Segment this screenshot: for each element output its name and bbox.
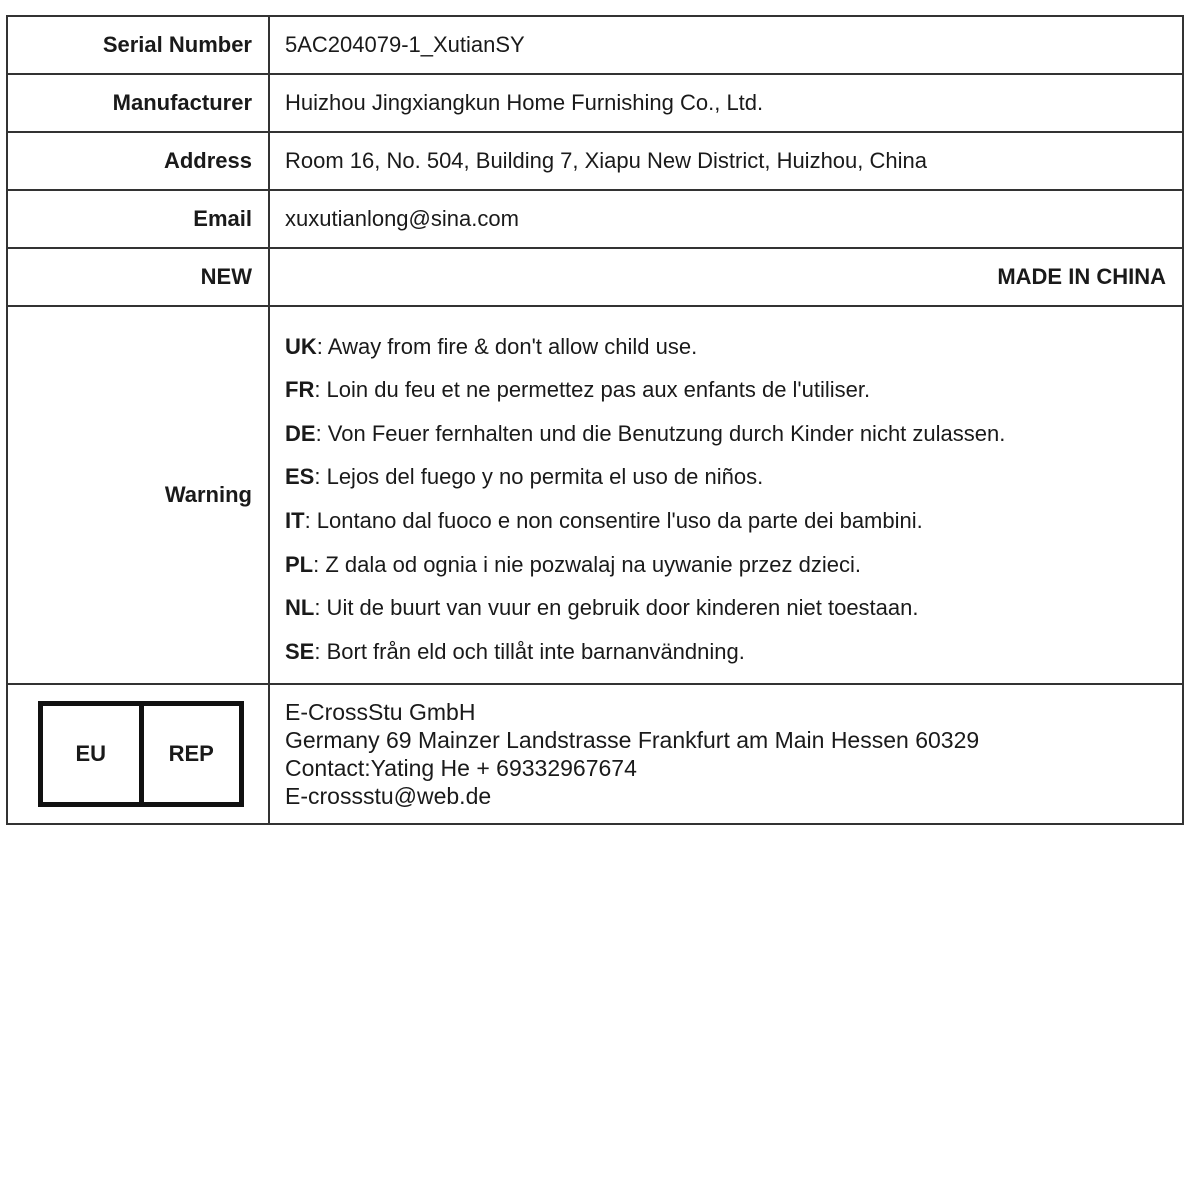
serial-number-value: 5AC204079-1_XutianSY (269, 16, 1183, 74)
warning-text: : Lontano dal fuoco e non consentire l'uso da parte dei bambini. (304, 508, 923, 533)
manufacturer-label: Manufacturer (7, 74, 269, 132)
warning-language-code: DE (285, 420, 316, 446)
warning-language-code: SE (285, 638, 315, 664)
eu-rep-badge-right: REP (168, 741, 214, 766)
warning-text: : Uit de buurt van vuur en gebruik door kinderen niet toestaan. (314, 595, 919, 621)
product-label-table (6, 15, 1184, 825)
manufacturer-row (7, 74, 1183, 132)
eu-rep-company: E-CrossStu GmbH (285, 699, 476, 725)
serial-number-row (7, 16, 1183, 74)
warning-language-code: NL (285, 595, 315, 621)
eu-rep-row (7, 684, 1183, 824)
address-label: Address (7, 132, 269, 190)
address-row (7, 132, 1183, 190)
eu-rep-details (269, 684, 1183, 824)
origin-value: MADE IN CHINA (269, 248, 1183, 306)
warning-text: : Bort från eld och tillåt inte barnanvändning. (314, 638, 745, 664)
eu-rep-contact: Contact:Yating He + 69332967674 (285, 755, 637, 781)
manufacturer-value: Huizhou Jingxiangkun Home Furnishing Co., Ltd. (269, 74, 1183, 132)
serial-number-label: Serial Number (7, 16, 269, 74)
email-value: xuxutianlong@sina.com (269, 190, 1183, 248)
warning-text: : Loin du feu et ne permettez pas aux enfants de l'utiliser. (314, 377, 871, 403)
condition-label: NEW (7, 248, 269, 306)
warning-row (7, 306, 1183, 684)
condition-row (7, 248, 1183, 306)
eu-rep-address: Germany 69 Mainzer Landstrasse Frankfurt am Main Hessen 60329 (285, 727, 980, 753)
warning-line (285, 412, 1166, 456)
warning-language-code: ES (285, 464, 315, 490)
warning-line (285, 325, 1166, 369)
warning-line (285, 455, 1166, 499)
warning-language-code: UK (285, 333, 317, 359)
email-label: Email (7, 190, 269, 248)
warning-list (285, 311, 1166, 680)
warning-line (285, 630, 1166, 674)
eu-rep-badge-left: EU (43, 706, 144, 802)
warning-language-code: FR (285, 377, 315, 403)
warning-text: : Away from fire & don't allow child use. (316, 333, 698, 359)
warning-label: Warning (7, 306, 269, 684)
eu-rep-badge-cell (7, 684, 269, 824)
warning-text: : Lejos del fuego y no permita el uso de niños. (314, 464, 764, 490)
warning-text: : Z dala od ognia i nie pozwalaj na uywanie przez dzieci. (313, 551, 861, 577)
warning-text: : Von Feuer fernhalten und die Benutzung durch Kinder nicht zulassen. (315, 420, 1006, 446)
warning-line (285, 586, 1166, 630)
warning-language-code: IT (285, 508, 305, 533)
email-row (7, 190, 1183, 248)
warning-language-code: PL (285, 551, 314, 577)
warning-value-cell (269, 306, 1183, 684)
eu-rep-email: E-crossstu@web.de (285, 783, 492, 809)
warning-line (285, 499, 1166, 543)
warning-line (285, 543, 1166, 587)
warning-line (285, 368, 1166, 412)
address-value: Room 16, No. 504, Building 7, Xiapu New District, Huizhou, China (269, 132, 1183, 190)
eu-rep-badge (38, 701, 244, 807)
